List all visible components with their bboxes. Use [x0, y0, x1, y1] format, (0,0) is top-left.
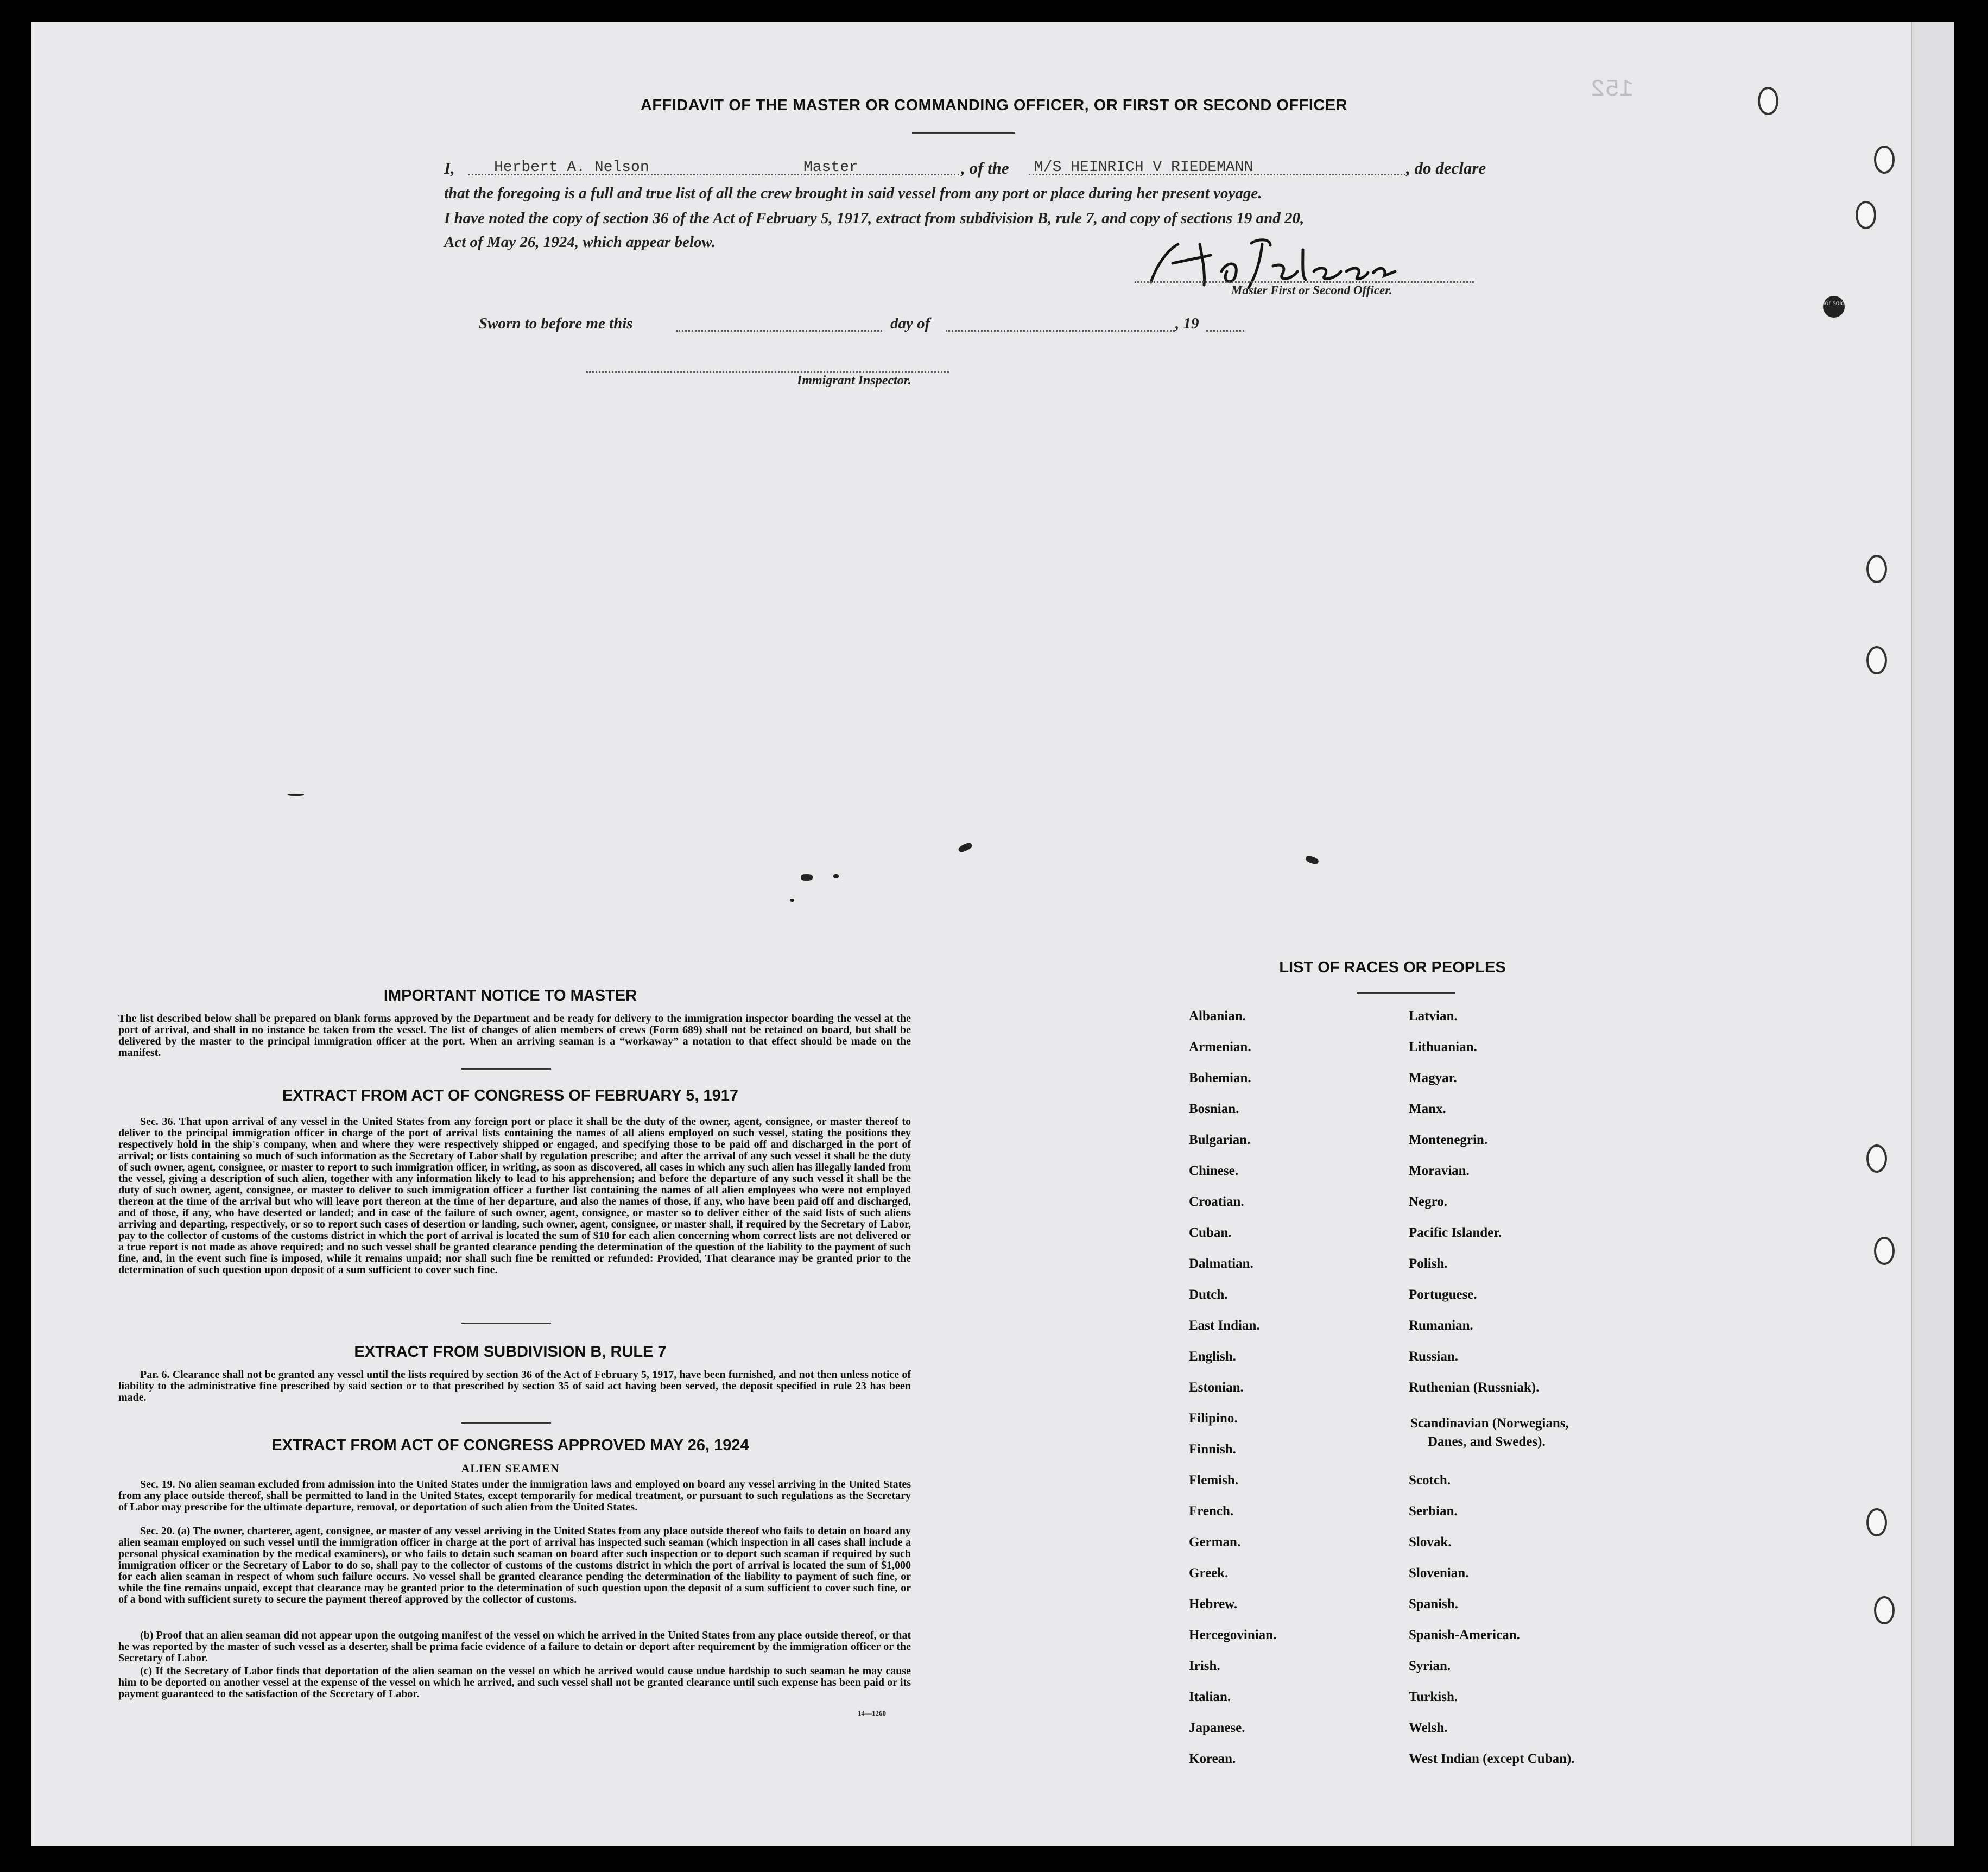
- race-item: Danes, and Swedes).: [1428, 1434, 1546, 1449]
- race-item: Spanish.: [1409, 1597, 1459, 1611]
- race-item: Latvian.: [1409, 1009, 1458, 1023]
- race-item: Negro.: [1409, 1194, 1448, 1209]
- binder-hole-icon: [1874, 1596, 1895, 1624]
- day-of-label: day of: [890, 315, 930, 332]
- race-item: Lithuanian.: [1409, 1040, 1477, 1054]
- signature-caption: Master First or Second Officer.: [1231, 283, 1392, 297]
- binder-hole-icon: [1856, 201, 1876, 229]
- race-item: French.: [1189, 1504, 1234, 1519]
- race-item: Rumanian.: [1409, 1318, 1473, 1333]
- inspector-line: [586, 371, 949, 373]
- binder-hole-icon: [1866, 555, 1887, 583]
- affidavit-title: AFFIDAVIT OF THE MASTER OR COMMANDING OFFICER, OR FIRST OR SECOND OFFICER: [640, 97, 1348, 114]
- race-item: Pacific Islander.: [1409, 1225, 1502, 1240]
- races-title: LIST OF RACES OR PEOPLES: [1279, 959, 1506, 976]
- race-item: Magyar.: [1409, 1071, 1457, 1085]
- extract-1917-title: EXTRACT FROM ACT OF CONGRESS OF FEBRUARY 5, 1917: [282, 1087, 739, 1104]
- race-item: Albanian.: [1189, 1009, 1246, 1023]
- master-name: Herbert A. Nelson: [494, 159, 649, 176]
- binder-hole-icon: [1874, 146, 1895, 174]
- race-item: Finnish.: [1189, 1442, 1236, 1457]
- race-item: Bohemian.: [1189, 1071, 1251, 1085]
- race-item: Russian.: [1409, 1349, 1459, 1364]
- notice-divider: [461, 1068, 551, 1070]
- race-item: Montenegrin.: [1409, 1133, 1488, 1147]
- race-item: Dutch.: [1189, 1287, 1228, 1302]
- sworn-day-line: [676, 330, 882, 332]
- race-item: Dalmatian.: [1189, 1256, 1253, 1271]
- vessel-name: M/S HEINRICH V RIEDEMANN: [1034, 159, 1253, 176]
- binder-hole-icon: [1874, 1237, 1895, 1265]
- affidavit-line3: I have noted the copy of section 36 of the Act of February 5, 1917, extract from subdivision B, rule 7, and copy of sections 19 and 20,: [444, 210, 1305, 227]
- ink-smudge: [288, 794, 304, 796]
- signature-line: [1135, 281, 1474, 283]
- race-item: Bosnian.: [1189, 1102, 1239, 1116]
- races-divider: [1357, 992, 1455, 994]
- affidavit-i-label: I,: [444, 159, 455, 178]
- rule7-title: EXTRACT FROM SUBDIVISION B, RULE 7: [354, 1343, 667, 1361]
- race-item: Korean.: [1189, 1751, 1236, 1766]
- sec19-text: Sec. 19. No alien seaman excluded from admission into the United States under the immigration laws and employed on board any vessel arriving in the United States from any place outside thereof, shall be permitted to land in the United States, except temporarily for medical treatment, or pursuant to such regulations as the Secretary of Labor may prescribe for the ultimate departure, removal, or deportation of such alien from the United States.: [118, 1478, 911, 1513]
- notice-text: The list described below shall be prepared on blank forms approved by the Department and be ready for delivery to the immigration inspector boarding the vessel at the port of arrival, and shall in no instance be taken from the vessel. The list of changes of alien members of crews (Form 689) shall not be retained on board, but shall be delivered by the master to the principal immigration officer at the port. When an arriving seaman is a “workaway” a notation to that effect should be made on the manifest.: [118, 1013, 911, 1059]
- binding-strip: [1911, 22, 1954, 1846]
- race-item: Irish.: [1189, 1659, 1220, 1673]
- form-number: 14—1260: [858, 1709, 886, 1717]
- race-item: Filipino.: [1189, 1411, 1238, 1426]
- race-item: Portuguese.: [1409, 1287, 1477, 1302]
- month-line: [946, 330, 1175, 332]
- extract-1917-divider: [461, 1323, 551, 1324]
- master-rank: Master: [803, 159, 858, 176]
- race-item: Moravian.: [1409, 1163, 1470, 1178]
- inspector-caption: Immigrant Inspector.: [797, 374, 911, 388]
- race-item: Japanese.: [1189, 1721, 1245, 1735]
- margin-note-stamp: for sole: [1823, 296, 1845, 318]
- binder-hole-icon: [1866, 1508, 1887, 1536]
- race-item: Cuban.: [1189, 1225, 1232, 1240]
- of-the-label: , of the: [961, 159, 1009, 178]
- race-item: Syrian.: [1409, 1659, 1451, 1673]
- alien-seamen-subtitle: ALIEN SEAMEN: [461, 1462, 560, 1475]
- race-item: German.: [1189, 1535, 1241, 1550]
- race-item: Manx.: [1409, 1102, 1446, 1116]
- race-item: Estonian.: [1189, 1380, 1244, 1395]
- top-page-number: 152: [1591, 76, 1634, 103]
- ink-smudge: [790, 899, 794, 902]
- rule7-text: Par. 6. Clearance shall not be granted any vessel until the lists required by section 36 of the Act of February 5, 1917, have been furnished, and not then unless notice of liability to the administrative fine prescribed by said section or to that prescribed by section 35 of said act having been served, the deposit specified in rule 23 has been made.: [118, 1369, 911, 1403]
- race-item: Scotch.: [1409, 1473, 1451, 1488]
- race-item: Slovenian.: [1409, 1566, 1469, 1580]
- sec20c-text: (c) If the Secretary of Labor finds that deportation of the alien seaman on the vessel on which he arrived would cause undue hardship to such seaman he may cause him to be deported on another vessel at the expense of the vessel on which he arrived, and such vessel shall not be granted clearance until such expense has been paid or its payment guaranteed to the satisfaction of the Secretary of Labor.: [118, 1665, 911, 1700]
- race-item: English.: [1189, 1349, 1236, 1364]
- notice-title: IMPORTANT NOTICE TO MASTER: [383, 987, 637, 1004]
- race-item: Welsh.: [1409, 1721, 1448, 1735]
- ink-smudge: [801, 874, 813, 881]
- race-item: Armenian.: [1189, 1040, 1251, 1054]
- extract-1917-text: Sec. 36. That upon arrival of any vessel in the United States from any foreign port or place it shall be the duty of the owner, agent, consignee, or master thereof to deliver to the principal immigration officer in charge of the port of arrival lists containing the names of all aliens employed on such vessel, stating the positions they respectively hold in the ship's company, when and where they were respectively shipped or engaged, and specifying those to be paid off and discharged in the port of arrival; or lists containing so much of such information as the Secretary of Labor shall by regulation prescribe; and after the arrival of any such vessel it shall be the duty of such owner, agent, consignee, or master to report to such immigration officer, in writing, as soon as discovered, all cases in which any such alien has illegally landed from the vessel, giving a description of such alien, together with any information likely to lead to his apprehension; and before the departure of any such vessel it shall be the duty of such owner, agent, consignee, or master to deliver to such immigration officer a further list containing the names of all alien employees who were not employed thereon at the time of the arrival but who will leave port thereon at the time of her departure, and also the names of those, if any, who have been paid off and discharged, and of those, if any, who have deserted or landed; and in case of the failure of such owner, agent, consignee, or master so to deliver either of the said lists of such aliens arriving and departing, respectively, or so to report such cases of desertion or landing, such owner, agent, consignee, or master shall, if required by the Secretary of Labor, pay to the collector of customs of the customs district in which the port of arrival is located the sum of $10 for each alien concerning whom correct lists are not delivered or a true report is not made as above required; and no such vessel shall be granted clearance pending the determination of the question of the liability to the payment of such fine, and, in the event such fine is imposed, while it remains unpaid; nor shall such fine be remitted or refunded: Provided, That clearance may be granted prior to the determination of such question upon deposit of a sum sufficient to cover such fine.: [118, 1116, 911, 1276]
- binder-hole-icon: [1866, 1144, 1887, 1173]
- race-item: Scandinavian (Norwegians,: [1410, 1416, 1569, 1431]
- sworn-label: Sworn to before me this: [479, 315, 633, 332]
- race-item: West Indian (except Cuban).: [1409, 1751, 1575, 1766]
- year-label: , 19: [1175, 315, 1199, 332]
- declare-label: , do declare: [1406, 159, 1486, 178]
- rule7-divider: [461, 1422, 551, 1424]
- race-item: Hebrew.: [1189, 1597, 1238, 1611]
- sec20a-text: Sec. 20. (a) The owner, charterer, agent, consignee, or master of any vessel arriving in the United States from any place outside thereof who fails to detain on board any alien seaman employed on such vessel until the immigration officer in charge at the port of arrival has inspected such seaman (which inspection in all cases shall include a personal physical examination by the medical examiners), or who fails to detain such seaman on board after such inspection or to deport such seaman if required by such immigration officer or the Secretary of Labor to do so, shall pay to the collector of customs of the customs district in which the port of arrival is located the sum of $1,000 for each alien seaman in respect of whom such failure occurs. No vessel shall be granted clearance pending the determination of the liability to payment of such fine, or while the fine remains unpaid, except that clearance may be granted prior to the determination of such question upon the deposit of a sum sufficient to cover such fine, or of a bond with sufficient surety to secure the payment thereof approved by the collector of customs.: [118, 1525, 911, 1605]
- affidavit-line4: Act of May 26, 1924, which appear below.: [444, 233, 716, 251]
- year-line: [1206, 330, 1244, 332]
- race-item: Turkish.: [1409, 1690, 1458, 1704]
- race-item: Hercegovinian.: [1189, 1628, 1277, 1642]
- title-underline: [912, 132, 1015, 134]
- race-item: Chinese.: [1189, 1163, 1238, 1178]
- race-item: Italian.: [1189, 1690, 1231, 1704]
- ink-smudge: [833, 874, 839, 878]
- race-item: Slovak.: [1409, 1535, 1452, 1550]
- sec20b-text: (b) Proof that an alien seaman did not appear upon the outgoing manifest of the vessel on which he arrived in the United States from any place outside thereof, or that he was reported by the master of such vessel as a deserter, shall be prima facie evidence of a failure to detain or deport after requirement by the immigration officer or the Secretary of Labor.: [118, 1629, 911, 1664]
- binder-hole-icon: [1866, 646, 1887, 674]
- race-item: Polish.: [1409, 1256, 1448, 1271]
- affidavit-line2: that the foregoing is a full and true list of all the crew brought in said vessel from any port or place during her present voyage.: [444, 185, 1262, 202]
- race-item: Serbian.: [1409, 1504, 1458, 1519]
- race-item: Flemish.: [1189, 1473, 1238, 1488]
- race-item: East Indian.: [1189, 1318, 1260, 1333]
- race-item: Bulgarian.: [1189, 1133, 1251, 1147]
- race-item: Greek.: [1189, 1566, 1229, 1580]
- extract-1924-title: EXTRACT FROM ACT OF CONGRESS APPROVED MAY 26, 1924: [271, 1437, 749, 1454]
- race-item: Ruthenian (Russniak).: [1409, 1380, 1540, 1395]
- race-item: Spanish-American.: [1409, 1628, 1520, 1642]
- race-item: Croatian.: [1189, 1194, 1244, 1209]
